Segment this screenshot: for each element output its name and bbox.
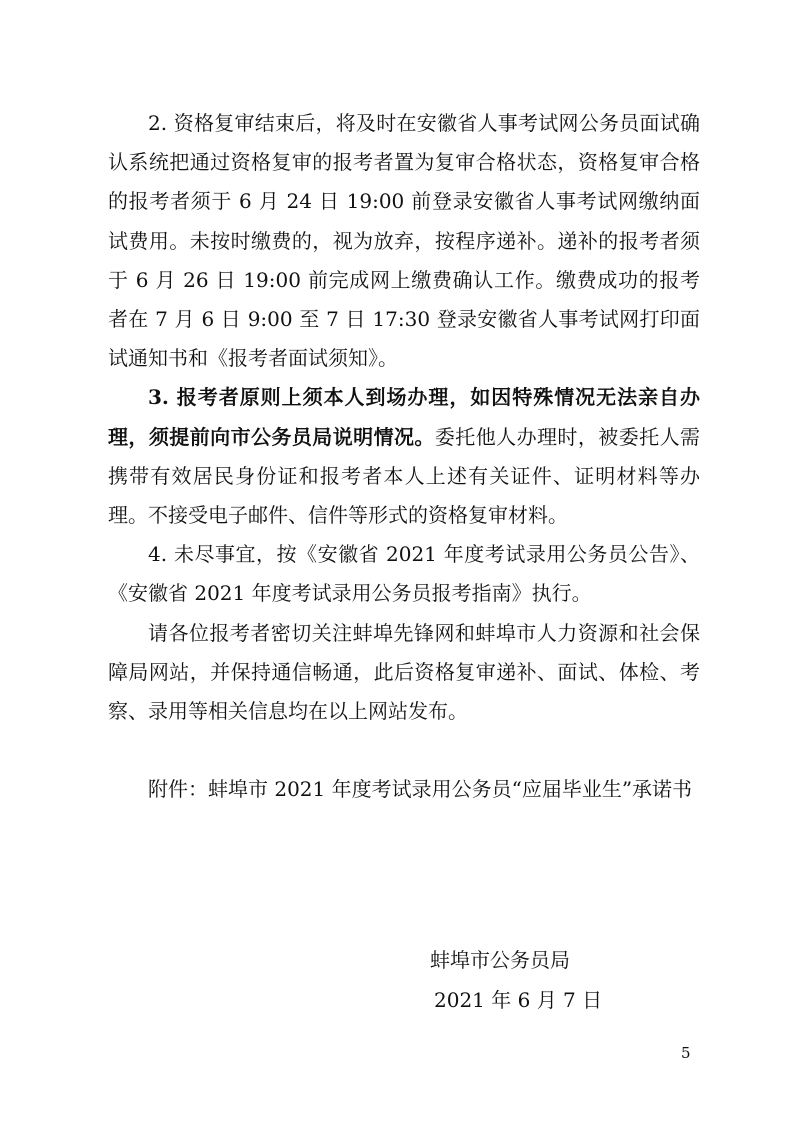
paragraph-item-3: [108, 378, 700, 535]
paragraph-item-3-rest: 委托他人办理时，被委托人需携带有效居民身份证和报考者本人上述有关证件、证明材料等办理。不接受电子邮件、信件等形式的资格复审材料。: [108, 424, 701, 528]
signature-block: [430, 940, 602, 1020]
paragraph-item-2: 2. 资格复审结束后，将及时在安徽省人事考试网公务员面试确认系统把通过资格复审的报考者置为复审合格状态，资格复审合格的报考者须于 6 月 24 日 19:00 前登录安徽省人事考试网缴纳面试费用。未按时缴费的，视为放弃，按程序递补。递补的报考者须于 6 月 26 日 19:00 前完成网上缴费确认工作。缴费成功的报考者在 7 月 6 日 9:00 至 7 日 17:30 登录安徽省人事考试网打印面试通知书和《报考者面试须知》。: [108, 111, 700, 371]
attachment-note: 附件：蚌埠市 2021 年度考试录用公务员“应届毕业生”承诺书: [148, 777, 693, 802]
paragraph-notice: 请各位报考者密切关注蚌埠先锋网和蚌埠市人力资源和社会保障局网站，并保持通信畅通，此后资格复审递补、面试、体检、考察、录用等相关信息均在以上网站发布。: [108, 620, 700, 724]
document-body: [108, 104, 700, 810]
page-number: 5: [681, 1044, 691, 1062]
paragraph-item-4: 4. 未尽事宜，按《安徽省 2021 年度考试录用公务员公告》、《安徽省 2021 年度考试录用公务员报考指南》执行。: [108, 542, 700, 606]
signature-organization: 蚌埠市公务员局: [430, 948, 570, 972]
signature-date: 2021 年 6 月 7 日: [434, 988, 603, 1012]
paragraph-item-3-bold: 3. 报考者原则上须本人到场办理，如因特殊情况无法亲自办理，须提前向市公务员局说明情况。: [108, 385, 700, 449]
